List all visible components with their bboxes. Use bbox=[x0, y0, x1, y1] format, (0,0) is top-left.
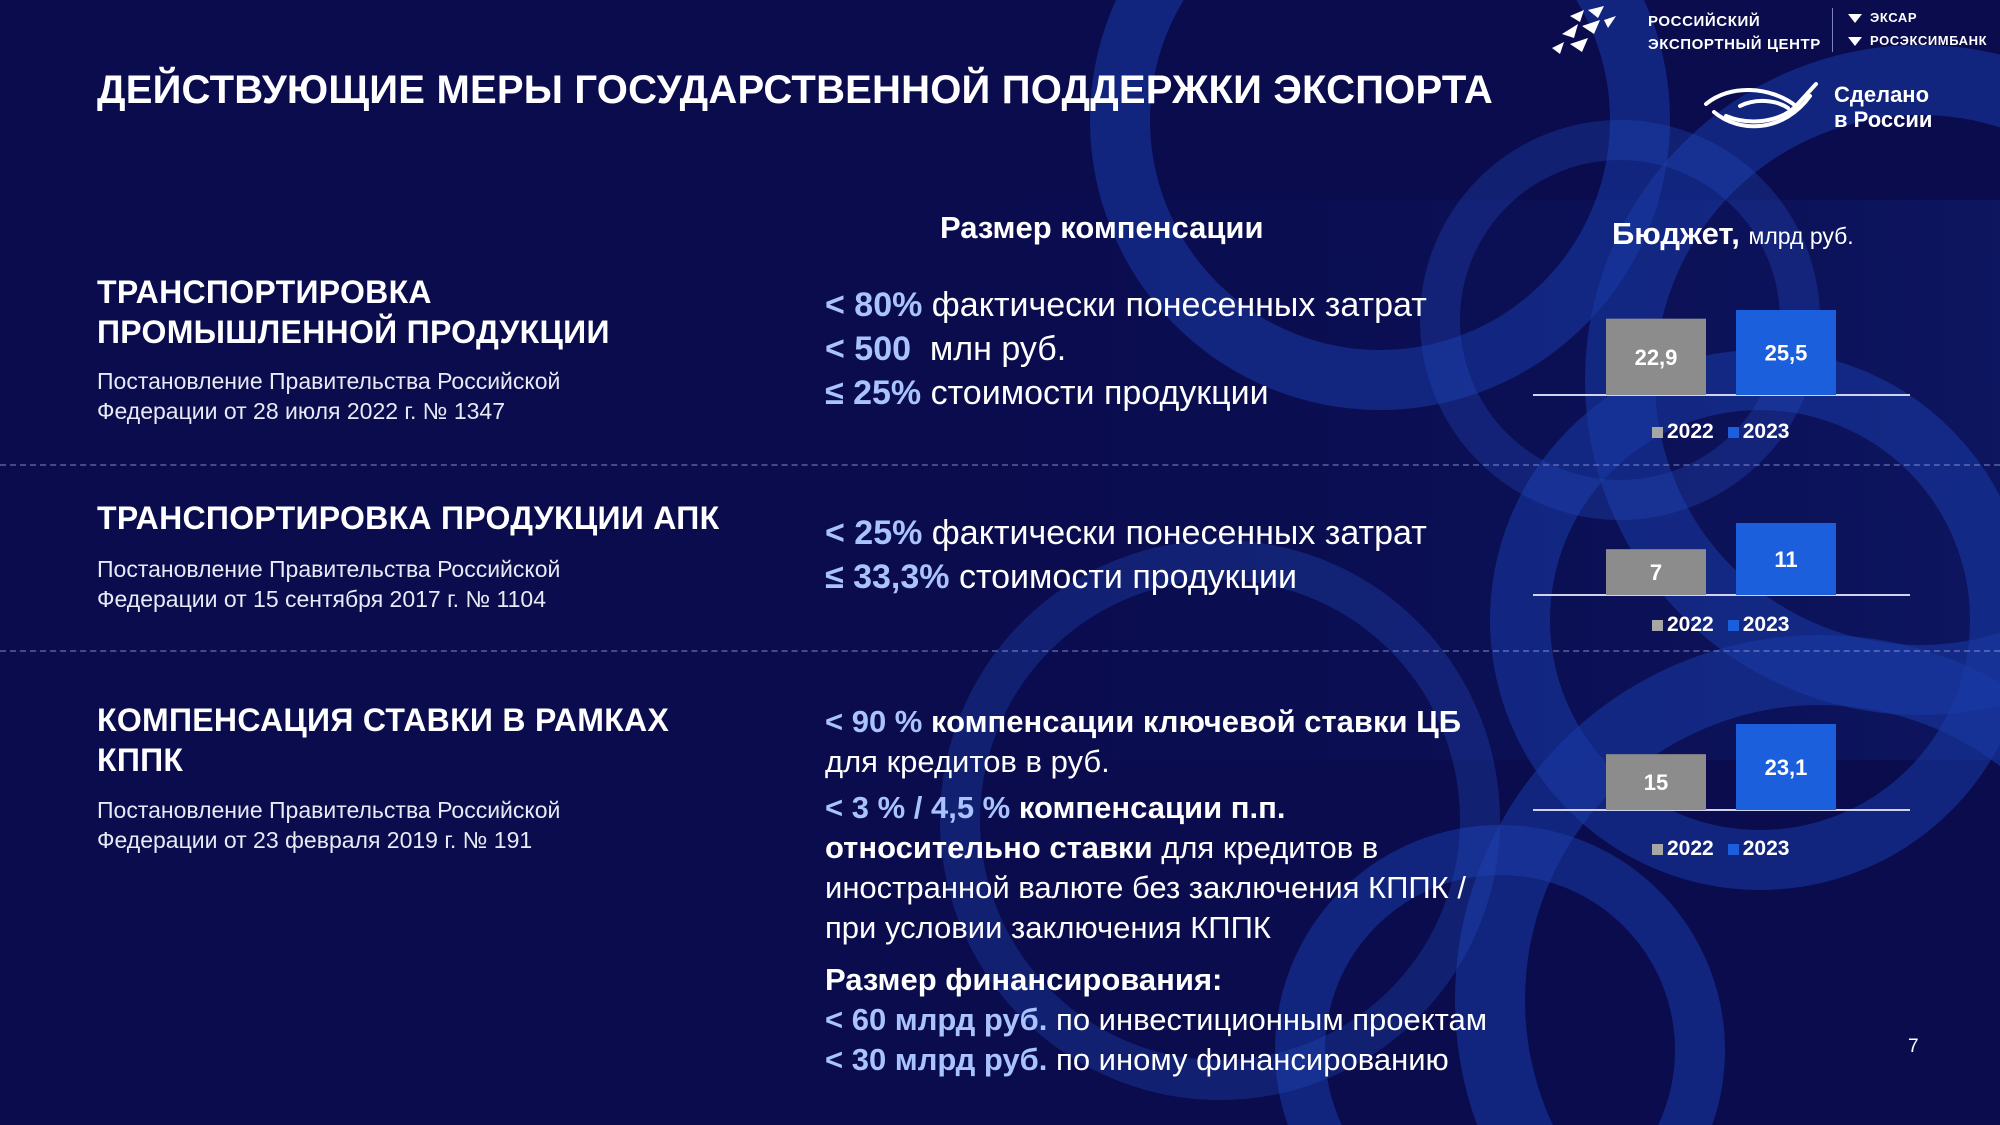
measure-decree-line: Федерации от 15 сентября 2017 г. № 1104 bbox=[97, 586, 546, 612]
financing-value: < 30 млрд руб. bbox=[825, 1042, 1048, 1077]
financing-text: по инвестиционным проектам bbox=[1047, 1002, 1488, 1037]
measure-decree-line: Федерации от 23 февраля 2019 г. № 191 bbox=[97, 827, 533, 853]
measure-decree-line: Постановление Правительства Российской bbox=[97, 797, 561, 823]
made-in-russia-logo-icon bbox=[1700, 76, 1822, 140]
legend-swatch bbox=[1652, 427, 1663, 438]
bar-value-label: 23,1 bbox=[1764, 755, 1808, 780]
compensation-text: млн руб. bbox=[911, 330, 1067, 368]
compensation-value: < 25% bbox=[825, 514, 923, 552]
budget-chart bbox=[1530, 700, 1920, 815]
measure-title bbox=[97, 498, 719, 538]
chart-legend bbox=[1652, 837, 1803, 861]
page-number: 7 bbox=[1908, 1036, 1919, 1057]
legend-item-2022 bbox=[1652, 837, 1714, 860]
measure-title-line: КОМПЕНСАЦИЯ СТАВКИ В РАМКАХ bbox=[97, 702, 670, 738]
legend-swatch bbox=[1652, 844, 1663, 855]
measure-decree bbox=[97, 554, 560, 614]
compensation-text: для кредитов в руб. bbox=[825, 744, 1110, 779]
measure-title-line: ТРАНСПОРТИРОВКА ПРОДУКЦИИ АПК bbox=[97, 500, 720, 536]
rec-logo-line2: ЭКСПОРТНЫЙ ЦЕНТР bbox=[1648, 36, 1821, 53]
partner-eximbank-label: РОСЭКСИМБАНК bbox=[1870, 33, 1988, 48]
budget-chart bbox=[1530, 500, 1920, 600]
legend-label: 2023 bbox=[1742, 837, 1790, 860]
bar-value-label: 11 bbox=[1774, 547, 1798, 572]
financing-line bbox=[825, 1000, 1487, 1040]
legend-label: 2023 bbox=[1742, 613, 1790, 636]
compensation-line bbox=[825, 788, 1487, 828]
legend-item-2023 bbox=[1728, 837, 1790, 860]
chart-legend bbox=[1652, 420, 1803, 444]
compensation-text: компенсации ключевой ставки ЦБ bbox=[922, 704, 1462, 739]
legend-item-2023 bbox=[1728, 420, 1790, 443]
measure-decree-line: Постановление Правительства Российской bbox=[97, 368, 561, 394]
chart-legend bbox=[1652, 613, 1803, 637]
budget-label: Бюджет, bbox=[1612, 216, 1740, 251]
compensation-line bbox=[825, 742, 1487, 782]
compensation-line bbox=[825, 327, 1427, 371]
budget-column-header bbox=[1612, 216, 1854, 252]
made-line2: в России bbox=[1834, 107, 1933, 132]
measure-title bbox=[97, 272, 610, 352]
legend-item-2023 bbox=[1728, 613, 1790, 636]
compensation-value: ≤ 25% bbox=[825, 374, 922, 412]
bar-value-label: 7 bbox=[1649, 560, 1663, 586]
compensation-text: относительно ставки bbox=[825, 830, 1153, 865]
compensation-line bbox=[825, 702, 1487, 742]
budget-unit: млрд руб. bbox=[1748, 223, 1854, 249]
compensation-value: < 500 bbox=[825, 330, 912, 368]
bar-value-label: 25,5 bbox=[1764, 340, 1808, 366]
measure-decree-line: Постановление Правительства Российской bbox=[97, 556, 561, 582]
compensation-value: < 90 % bbox=[825, 704, 923, 739]
legend-label: 2022 bbox=[1667, 613, 1714, 636]
legend-item-2022 bbox=[1652, 420, 1714, 443]
partner-exiar-label: ЭКСАР bbox=[1870, 10, 1918, 25]
compensation-list bbox=[825, 283, 1427, 415]
compensation-text: иностранной валюте без заключения КППК / bbox=[825, 870, 1466, 905]
made-in-russia-text bbox=[1834, 82, 1932, 132]
compensation-text: стоимости продукции bbox=[949, 558, 1298, 596]
compensation-line bbox=[825, 868, 1487, 908]
triangle-icon bbox=[1848, 37, 1862, 46]
legend-label: 2022 bbox=[1667, 837, 1714, 860]
legend-label: 2022 bbox=[1667, 420, 1714, 443]
logo-divider bbox=[1832, 8, 1833, 52]
rec-logo-text bbox=[1648, 10, 1821, 56]
measure-decree bbox=[97, 795, 560, 855]
row-separator bbox=[0, 650, 2000, 652]
row-separator bbox=[0, 464, 2000, 466]
partner-exiar bbox=[1848, 10, 1917, 25]
triangle-icon bbox=[1848, 14, 1862, 23]
legend-item-2022 bbox=[1652, 613, 1714, 636]
measure-decree-line: Федерации от 28 июля 2022 г. № 1347 bbox=[97, 398, 506, 424]
made-line1: Сделано bbox=[1834, 82, 1930, 107]
compensation-text: фактически понесенных затрат bbox=[922, 286, 1427, 324]
financing-value: < 60 млрд руб. bbox=[825, 1002, 1048, 1037]
financing-line bbox=[825, 1040, 1487, 1080]
financing-text: по иному финансированию bbox=[1047, 1042, 1449, 1077]
measure-title-line: КППК bbox=[97, 742, 184, 778]
budget-chart bbox=[1530, 290, 1920, 405]
compensation-line bbox=[825, 908, 1487, 948]
compensation-line bbox=[825, 555, 1427, 599]
legend-swatch bbox=[1728, 427, 1739, 438]
compensation-line bbox=[825, 511, 1427, 555]
legend-label: 2023 bbox=[1742, 420, 1790, 443]
bar-value-label: 22,9 bbox=[1634, 344, 1678, 370]
legend-swatch bbox=[1728, 844, 1739, 855]
compensation-text: компенсации п.п. bbox=[1010, 790, 1286, 825]
compensation-value: < 80% bbox=[825, 286, 923, 324]
measure-title-line: ТРАНСПОРТИРОВКА bbox=[97, 274, 432, 310]
measure-title-line: ПРОМЫШЛЕННОЙ ПРОДУКЦИИ bbox=[97, 314, 610, 350]
rec-logo-icon bbox=[1548, 4, 1658, 62]
page-title: ДЕЙСТВУЮЩИЕ МЕРЫ ГОСУДАРСТВЕННОЙ ПОДДЕРЖКИ ЭКСПОРТА bbox=[97, 68, 1494, 112]
rec-logo-line1: РОССИЙСКИЙ bbox=[1648, 13, 1761, 30]
partner-eximbank bbox=[1848, 33, 1987, 48]
compensation-line bbox=[825, 283, 1427, 327]
measure-decree bbox=[97, 366, 560, 426]
compensation-list bbox=[825, 511, 1427, 599]
measure-title bbox=[97, 700, 669, 780]
financing-heading bbox=[825, 960, 1487, 1000]
compensation-column-header: Размер компенсации bbox=[940, 210, 1264, 245]
financing-heading-text: Размер финансирования: bbox=[825, 962, 1223, 997]
legend-swatch bbox=[1652, 620, 1663, 631]
legend-swatch bbox=[1728, 620, 1739, 631]
compensation-text: стоимости продукции bbox=[921, 374, 1269, 412]
compensation-value: ≤ 33,3% bbox=[825, 558, 950, 596]
compensation-text: при условии заключения КППК bbox=[825, 910, 1271, 945]
compensation-text: фактически понесенных затрат bbox=[922, 514, 1427, 552]
compensation-line bbox=[825, 371, 1427, 415]
compensation-value: < 3 % / 4,5 % bbox=[825, 790, 1011, 825]
compensation-text: для кредитов в bbox=[1152, 830, 1379, 865]
compensation-line bbox=[825, 828, 1487, 868]
bar-value-label: 15 bbox=[1643, 770, 1669, 796]
compensation-list bbox=[825, 702, 1487, 1080]
